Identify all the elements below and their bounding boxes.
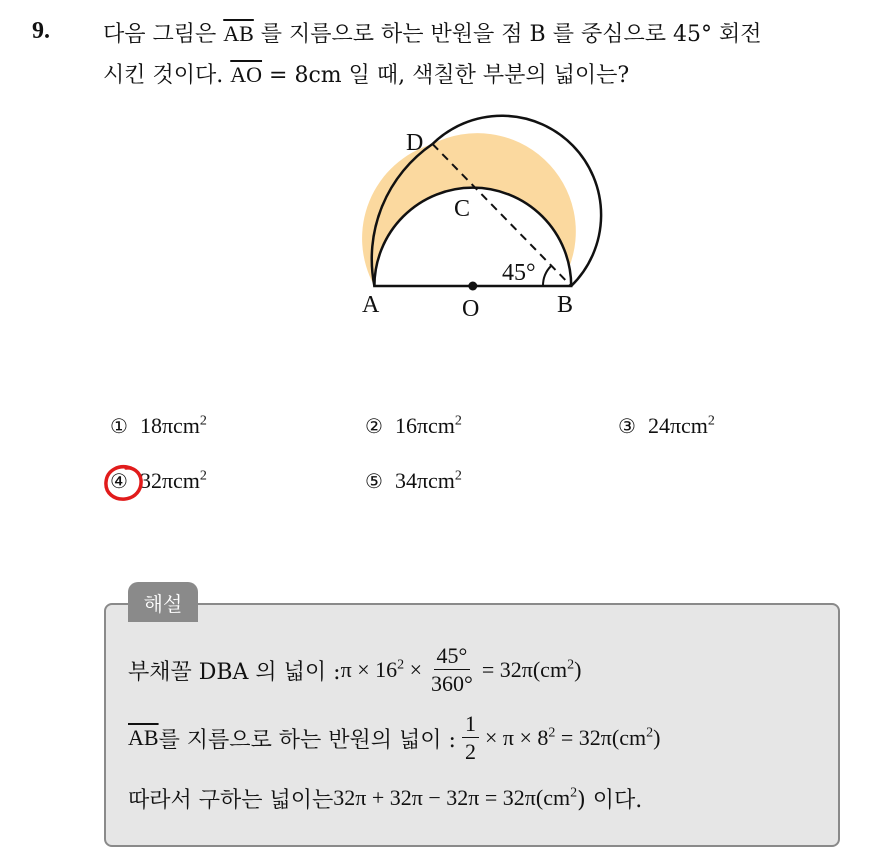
label-c: C <box>454 196 471 222</box>
point-o <box>468 282 477 291</box>
geometry-figure <box>340 110 610 330</box>
stem-line-2: 시킨 것이다. $\overline{AO} = 8cm$ 일 때, 색칠한 부분의 넓이는? <box>103 62 630 88</box>
label-b: B <box>557 292 574 318</box>
explanation-line-1: 부채꼴 DBA 의 넓이 : $\pi \times 16^2$ × $\frac{45^\circ}{360^\circ}$ = $32\pi(cm^2)$ <box>128 642 582 696</box>
choice-1[interactable]: ① 18πcm$^2$ <box>110 413 207 438</box>
segment-ab: $\overline{AB}$ <box>223 21 254 46</box>
choice-5[interactable]: ⑤ 34πcm$^2$ <box>365 468 462 493</box>
explanation-line-3: 따라서 구하는 넓이는 $32\pi + 32\pi - 32\pi = 32\pi(cm^2$ ) 이다. <box>128 785 643 813</box>
explanation-badge: 해설 <box>128 582 198 622</box>
choice-2[interactable]: ② 16πcm$^2$ <box>365 413 462 438</box>
label-d: D <box>406 130 424 156</box>
fraction-half: $\frac{1}{2}$ <box>462 711 479 766</box>
question-stem <box>103 14 873 96</box>
answer-circle-mark <box>101 462 147 504</box>
choice-3[interactable]: ③ 24πcm$^2$ <box>618 413 715 438</box>
label-a: A <box>362 292 380 318</box>
label-angle: 45° <box>502 260 536 286</box>
segment-ao: $\overline{AO}$ <box>230 62 263 87</box>
stem-line-1: 다음 그림은 $\overline{AB}$ 를 지름으로 하는 반원을 점 B 를 중심으로 45° 회전 <box>103 21 762 47</box>
label-o: O <box>462 296 480 322</box>
fraction-angle: $\frac{45^\circ}{360^\circ}$ <box>431 642 473 696</box>
explanation-line-2: $\overline{AB}$ 를 지름으로 하는 반원의 넓이 : $\frac{1}{2}$ × $\pi \times 8^2 = 32\pi(cm^2)$ <box>128 710 661 764</box>
question-number: 9. <box>32 18 50 44</box>
figure-svg <box>340 110 610 330</box>
choice-4[interactable]: ④ 32πcm$^2$ <box>110 468 207 493</box>
